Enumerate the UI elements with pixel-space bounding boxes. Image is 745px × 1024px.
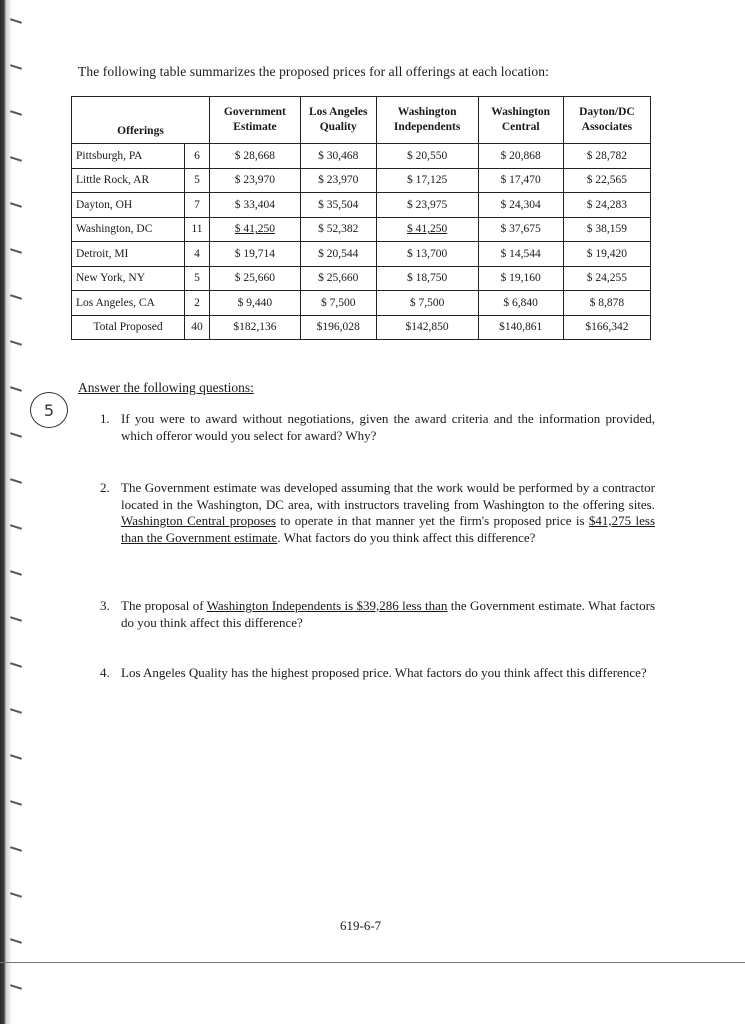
- binding-mark: [10, 708, 22, 714]
- header-dayton-dc-associates: Dayton/DC Associates: [563, 97, 650, 144]
- page-bottom-edge: [0, 962, 745, 963]
- row-value: $ 23,975: [376, 193, 478, 218]
- binding-mark: [10, 340, 22, 346]
- underlined-value: $ 41,250: [406, 223, 448, 236]
- binding-mark: [10, 524, 22, 530]
- total-count: 40: [185, 315, 210, 340]
- table-row: [72, 217, 651, 242]
- row-value: $ 22,565: [563, 168, 650, 193]
- binding-marks: [4, 0, 30, 1024]
- row-value: $ 6,840: [478, 291, 563, 316]
- question-text: If you were to award without negotiations, given the award criteria and the information provided, which offeror would you select for award? Why?: [121, 411, 655, 443]
- row-value: $ 38,159: [563, 217, 650, 242]
- row-location: Detroit, MI: [72, 242, 185, 267]
- row-count: 5: [185, 266, 210, 291]
- row-value: $ 37,675: [478, 217, 563, 242]
- row-value: $ 30,468: [300, 144, 376, 169]
- row-count: 6: [185, 144, 210, 169]
- row-value: $ 24,304: [478, 193, 563, 218]
- table-row: [72, 266, 651, 291]
- row-location: Washington, DC: [72, 217, 185, 242]
- row-count: 11: [185, 217, 210, 242]
- table-row: [72, 291, 651, 316]
- row-location: New York, NY: [72, 266, 185, 291]
- question-text: Los Angeles Quality has the highest proposed price. What factors do you think affect this difference?: [121, 665, 647, 680]
- question-text-part: the Government estimate. What factors do you think affect this difference?: [121, 598, 655, 630]
- row-value: $ 28,782: [563, 144, 650, 169]
- row-location: Little Rock, AR: [72, 168, 185, 193]
- row-value: $ 33,404: [210, 193, 301, 218]
- row-count: 4: [185, 242, 210, 267]
- row-value: $ 14,544: [478, 242, 563, 267]
- page-footer-code: 619-6-7: [340, 918, 382, 933]
- header-washington-independents: Washington Independents: [376, 97, 478, 144]
- binding-mark: [10, 892, 22, 898]
- binding-mark: [10, 294, 22, 300]
- question-text-part: to operate in that manner yet the firm's proposed price is: [275, 513, 589, 528]
- row-value: $ 28,668: [210, 144, 301, 169]
- row-value: $ 7,500: [300, 291, 376, 316]
- row-count: 7: [185, 193, 210, 218]
- question-number: 2.: [100, 480, 110, 495]
- question-number: 3.: [100, 598, 110, 613]
- binding-mark: [10, 110, 22, 116]
- row-value: $ 13,700: [376, 242, 478, 267]
- binding-mark: [10, 156, 22, 162]
- row-value: $ 19,714: [210, 242, 301, 267]
- row-value: $ 24,255: [563, 266, 650, 291]
- price-table: [71, 96, 651, 340]
- row-value: $ 19,420: [563, 242, 650, 267]
- binding-mark: [10, 754, 22, 760]
- handwritten-score-mark: 5: [30, 392, 68, 428]
- row-location: Pittsburgh, PA: [72, 144, 185, 169]
- table-total-row: [72, 315, 651, 340]
- row-value: $ 9,440: [210, 291, 301, 316]
- total-value: $196,028: [300, 315, 376, 340]
- table-header-row: [72, 97, 651, 144]
- row-value: $ 20,868: [478, 144, 563, 169]
- row-value: $ 52,382: [300, 217, 376, 242]
- row-location: Los Angeles, CA: [72, 291, 185, 316]
- question-number: 4.: [100, 665, 110, 680]
- binding-mark: [10, 662, 22, 668]
- row-value: $ 19,160: [478, 266, 563, 291]
- row-value: $ 24,283: [563, 193, 650, 218]
- binding-mark: [10, 984, 22, 990]
- total-value: $182,136: [210, 315, 301, 340]
- question-text-part: The proposal of: [121, 598, 207, 613]
- intro-text: The following table summarizes the proposed prices for all offerings at each location:: [78, 64, 549, 79]
- binding-mark: [10, 64, 22, 70]
- total-value: $142,850: [376, 315, 478, 340]
- row-location: Dayton, OH: [72, 193, 185, 218]
- question-text-underlined: $41,275 less than the Government estimate: [121, 513, 656, 545]
- binding-mark: [10, 938, 22, 944]
- binding-mark: [10, 432, 22, 438]
- binding-mark: [10, 386, 22, 392]
- row-count: 2: [185, 291, 210, 316]
- row-value: $ 20,544: [300, 242, 376, 267]
- total-value: $166,342: [563, 315, 650, 340]
- header-offerings: Offerings: [72, 97, 210, 144]
- header-los-angeles-quality: Los Angeles Quality: [300, 97, 376, 144]
- total-value: $140,861: [478, 315, 563, 340]
- row-value: [210, 217, 301, 242]
- binding-mark: [10, 616, 22, 622]
- question-text-underlined: Washington Independents is $39,286 less than: [206, 598, 448, 613]
- question-text: [121, 480, 655, 546]
- row-value: $ 18,750: [376, 266, 478, 291]
- answer-heading: Answer the following questions:: [78, 380, 254, 395]
- row-count: 5: [185, 168, 210, 193]
- binding-mark: [10, 202, 22, 208]
- total-label: Total Proposed: [72, 315, 185, 340]
- table-row: [72, 242, 651, 267]
- binding-mark: [10, 18, 22, 24]
- binding-mark: [10, 846, 22, 852]
- row-value: $ 23,970: [210, 168, 301, 193]
- question-4: [100, 665, 655, 682]
- row-value: $ 17,470: [478, 168, 563, 193]
- question-2: [100, 480, 655, 546]
- question-text-part: The Government estimate was developed assuming that the work would be performed by a contractor located in the Washington, DC area, with instructors traveling from Washington to the offering sites.: [121, 480, 655, 512]
- binding-mark: [10, 248, 22, 254]
- header-washington-central: Washington Central: [478, 97, 563, 144]
- question-text-part: . What factors do you think affect this difference?: [277, 529, 536, 545]
- question-1: [100, 411, 655, 444]
- binding-mark: [10, 570, 22, 576]
- question-number: 1.: [100, 411, 110, 426]
- table-row: [72, 144, 651, 169]
- table-row: [72, 193, 651, 218]
- row-value: $ 23,970: [300, 168, 376, 193]
- row-value: $ 20,550: [376, 144, 478, 169]
- header-government-estimate: Government Estimate: [210, 97, 301, 144]
- question-3: [100, 598, 655, 631]
- row-value: $ 17,125: [376, 168, 478, 193]
- table-row: [72, 168, 651, 193]
- row-value: $ 35,504: [300, 193, 376, 218]
- row-value: $ 7,500: [376, 291, 478, 316]
- underlined-value: $ 41,250: [234, 223, 276, 236]
- row-value: $ 25,660: [300, 266, 376, 291]
- binding-mark: [10, 800, 22, 806]
- question-text: [121, 598, 655, 631]
- row-value: $ 25,660: [210, 266, 301, 291]
- row-value: $ 8,878: [563, 291, 650, 316]
- question-text-underlined: Washington Central proposes: [121, 513, 276, 528]
- row-value: [376, 217, 478, 242]
- binding-mark: [10, 478, 22, 484]
